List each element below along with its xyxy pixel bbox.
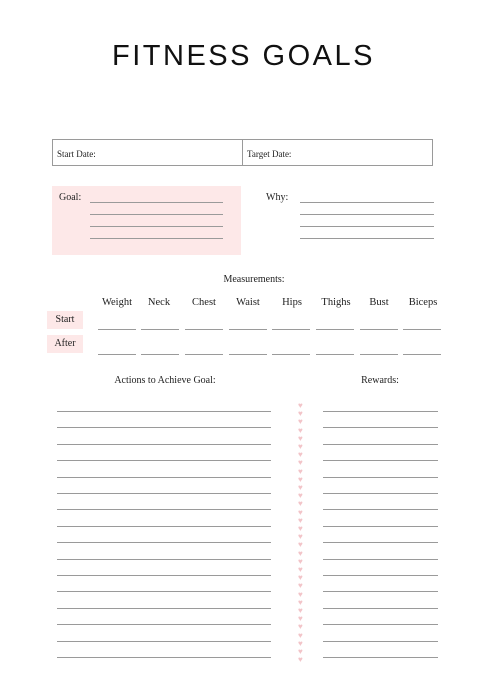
heart-icon: ♥	[298, 417, 303, 427]
row-label-after: After	[47, 335, 83, 353]
measurement-line[interactable]	[141, 354, 179, 355]
reward-line[interactable]	[323, 591, 438, 592]
heart-icon: ♥	[298, 442, 303, 451]
action-line[interactable]	[57, 411, 271, 412]
action-line[interactable]	[57, 657, 271, 658]
heart-icon: ♥	[298, 606, 303, 615]
measurement-line[interactable]	[98, 329, 136, 330]
action-line[interactable]	[57, 509, 271, 510]
heart-icon: ♥	[298, 491, 303, 501]
reward-line[interactable]	[323, 509, 438, 510]
goal-line[interactable]	[90, 214, 223, 215]
target-date-label: Target Date:	[247, 149, 292, 159]
date-box	[52, 139, 433, 166]
heart-icon: ♥	[298, 524, 303, 533]
heart-icon: ♥	[298, 401, 303, 410]
action-line[interactable]	[57, 477, 271, 478]
reward-line[interactable]	[323, 657, 438, 658]
heart-icon: ♥	[298, 540, 303, 550]
action-line[interactable]	[57, 608, 271, 609]
rewards-title: Rewards:	[361, 375, 399, 386]
action-line[interactable]	[57, 526, 271, 527]
action-line[interactable]	[57, 641, 271, 642]
heart-icon: ♥	[298, 655, 303, 665]
goal-line[interactable]	[90, 238, 223, 239]
reward-line[interactable]	[323, 526, 438, 527]
heart-icon: ♥	[298, 638, 303, 648]
action-line[interactable]	[57, 493, 271, 494]
reward-line[interactable]	[323, 559, 438, 560]
heart-icon: ♥	[298, 597, 303, 607]
start-date-field[interactable]	[53, 140, 242, 165]
heart-icon: ♥	[298, 630, 303, 640]
heart-icon: ♥	[298, 614, 303, 624]
measurement-line[interactable]	[360, 354, 398, 355]
measurement-header: Biceps	[408, 297, 438, 308]
measurement-line[interactable]	[229, 329, 267, 330]
measurements-title: Measurements:	[223, 274, 285, 285]
heart-icon: ♥	[298, 450, 303, 460]
measurement-line[interactable]	[98, 354, 136, 355]
heart-icon: ♥	[298, 556, 303, 566]
reward-line[interactable]	[323, 493, 438, 494]
measurement-header: Hips	[282, 297, 302, 308]
heart-icon: ♥	[298, 433, 303, 443]
reward-line[interactable]	[323, 575, 438, 576]
action-line[interactable]	[57, 444, 271, 445]
action-line[interactable]	[57, 427, 271, 428]
measurement-line[interactable]	[141, 329, 179, 330]
goal-label: Goal:	[59, 192, 82, 203]
heart-icon: ♥	[298, 483, 303, 492]
reward-line[interactable]	[323, 477, 438, 478]
heart-icon: ♥	[298, 532, 303, 542]
reward-line[interactable]	[323, 460, 438, 461]
heart-icon: ♥	[298, 515, 303, 525]
why-line[interactable]	[300, 214, 434, 215]
heart-icon: ♥	[298, 507, 303, 517]
heart-icon: ♥	[298, 474, 303, 484]
measurement-header: Chest	[192, 297, 216, 308]
measurement-line[interactable]	[272, 354, 310, 355]
reward-line[interactable]	[323, 427, 438, 428]
heart-icon: ♥	[298, 622, 303, 632]
action-line[interactable]	[57, 591, 271, 592]
measurement-line[interactable]	[185, 329, 223, 330]
target-date-field[interactable]	[242, 140, 432, 165]
heart-icon: ♥	[298, 548, 303, 558]
heart-icon: ♥	[298, 499, 303, 509]
measurement-header: Waist	[236, 297, 260, 308]
action-line[interactable]	[57, 542, 271, 543]
reward-line[interactable]	[323, 444, 438, 445]
measurement-header: Thighs	[321, 297, 351, 308]
measurement-header: Neck	[147, 297, 171, 308]
measurement-line[interactable]	[316, 329, 354, 330]
goal-line[interactable]	[90, 202, 223, 203]
row-label-start: Start	[47, 311, 83, 329]
reward-line[interactable]	[323, 411, 438, 412]
action-line[interactable]	[57, 624, 271, 625]
heart-icon: ♥	[298, 409, 303, 419]
heart-icon: ♥	[298, 581, 303, 591]
start-date-label: Start Date:	[57, 149, 96, 159]
measurement-line[interactable]	[229, 354, 267, 355]
heart-icon: ♥	[298, 565, 303, 574]
measurement-line[interactable]	[272, 329, 310, 330]
heart-icon: ♥	[298, 647, 303, 656]
page-title: FITNESS GOALS	[112, 40, 375, 72]
heart-icon: ♥	[298, 425, 303, 435]
heart-icon: ♥	[298, 589, 303, 599]
reward-line[interactable]	[323, 608, 438, 609]
measurement-header: Bust	[369, 297, 389, 308]
measurement-line[interactable]	[403, 329, 441, 330]
heart-icon: ♥	[298, 573, 303, 583]
measurement-header: Weight	[101, 297, 133, 308]
action-line[interactable]	[57, 575, 271, 576]
goal-line[interactable]	[90, 226, 223, 227]
action-line[interactable]	[57, 460, 271, 461]
measurement-line[interactable]	[360, 329, 398, 330]
reward-line[interactable]	[323, 641, 438, 642]
measurement-line[interactable]	[316, 354, 354, 355]
actions-title: Actions to Achieve Goal:	[114, 375, 216, 386]
reward-line[interactable]	[323, 624, 438, 625]
why-line[interactable]	[300, 202, 434, 203]
heart-icon: ♥	[298, 458, 303, 468]
why-label: Why:	[266, 192, 289, 203]
heart-icon: ♥	[298, 466, 303, 476]
action-line[interactable]	[57, 559, 271, 560]
measurement-line[interactable]	[185, 354, 223, 355]
why-line[interactable]	[300, 238, 434, 239]
measurement-line[interactable]	[403, 354, 441, 355]
reward-line[interactable]	[323, 542, 438, 543]
why-line[interactable]	[300, 226, 434, 227]
